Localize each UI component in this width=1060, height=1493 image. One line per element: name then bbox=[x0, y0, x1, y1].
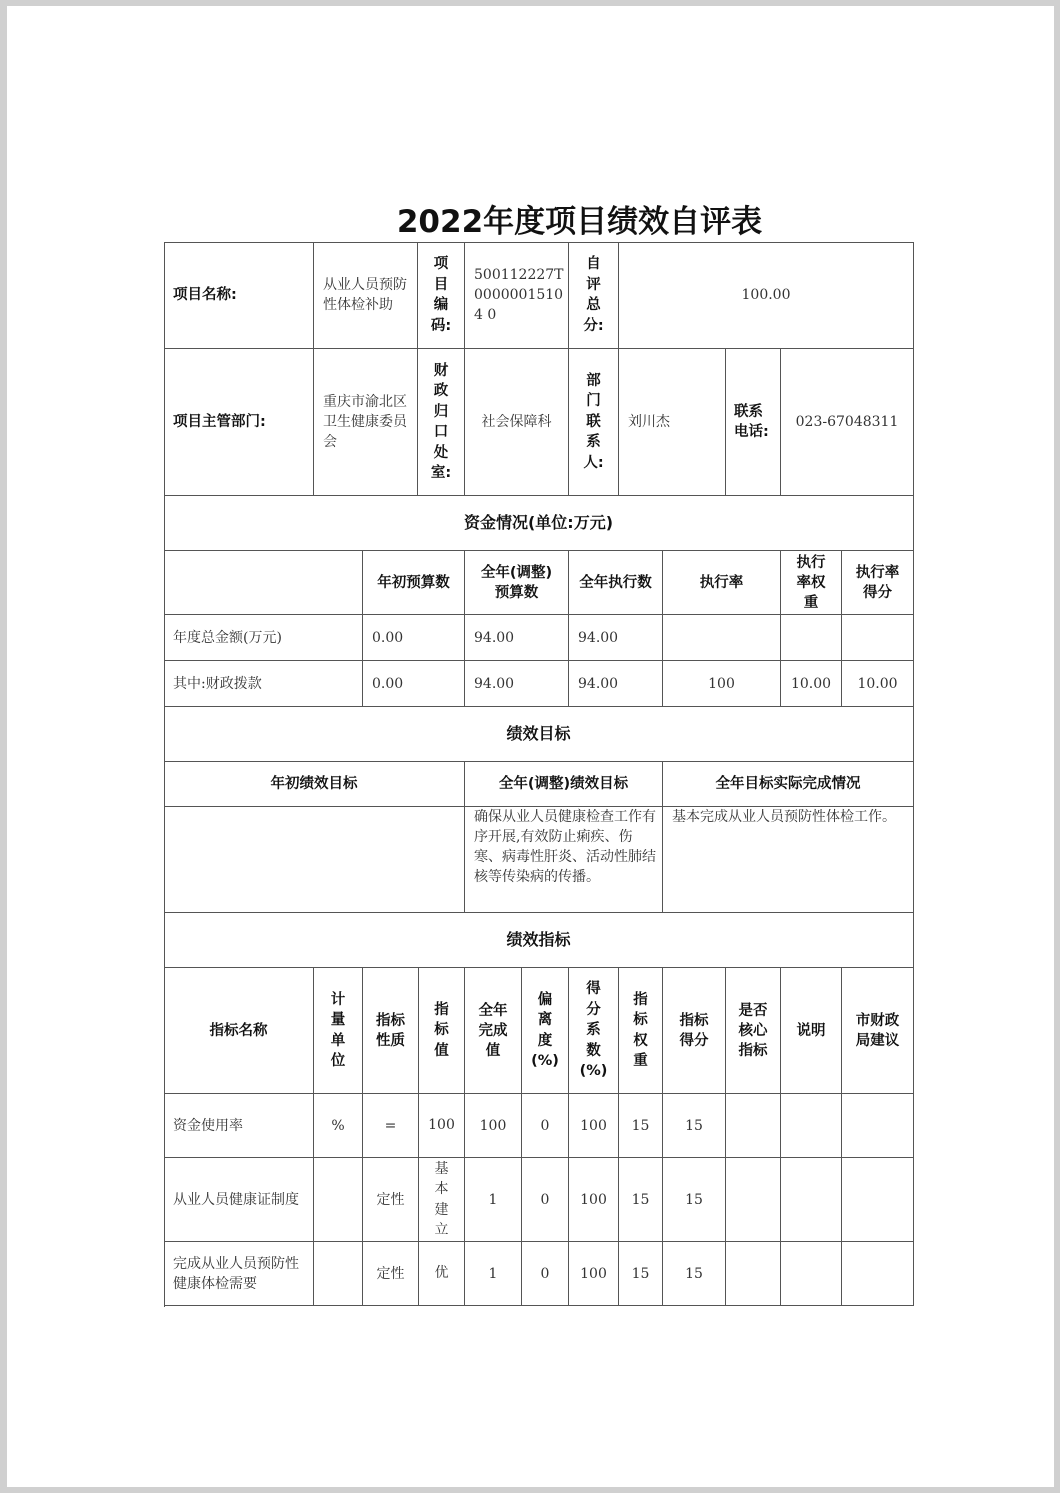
goals-heading: 绩效目标 bbox=[164, 707, 914, 762]
indicator-name-cell: 资金使用率 bbox=[164, 1094, 314, 1158]
indicator-coef-cell: 100 bbox=[569, 1158, 619, 1242]
ind-col-weight: 指标权重 bbox=[619, 968, 663, 1094]
funds-cell: 10.00 bbox=[781, 661, 842, 707]
funds-cell: 100 bbox=[663, 661, 781, 707]
funds-cell: 94.00 bbox=[465, 661, 569, 707]
funds-col-initial: 年初预算数 bbox=[363, 551, 465, 615]
contact: 刘川杰 bbox=[619, 349, 726, 496]
funds-corner bbox=[164, 551, 363, 615]
funds-cell: 94.00 bbox=[465, 615, 569, 661]
indicator-dev-cell: 0 bbox=[522, 1158, 569, 1242]
funds-row-label: 年度总金额(万元) bbox=[164, 615, 363, 661]
indicator-core-cell bbox=[726, 1094, 781, 1158]
indicator-dev-cell: 0 bbox=[522, 1094, 569, 1158]
ind-col-value: 指标值 bbox=[419, 968, 465, 1094]
ind-col-done: 全年完成值 bbox=[465, 968, 522, 1094]
project-code-label: 项目编码: bbox=[418, 242, 465, 349]
self-score: 100.00 bbox=[619, 242, 914, 349]
indicator-done-cell: 100 bbox=[465, 1094, 522, 1158]
ind-col-unit: 计量单位 bbox=[314, 968, 363, 1094]
indicator-value-cell: 100 bbox=[419, 1094, 465, 1158]
project-code: 500112227T00000015104 0 bbox=[465, 242, 569, 349]
funds-cell: 0.00 bbox=[363, 615, 465, 661]
indicator-coef-cell: 100 bbox=[569, 1094, 619, 1158]
indicator-unit-cell: % bbox=[314, 1094, 363, 1158]
indicator-dev-cell: 0 bbox=[522, 1242, 569, 1306]
funds-cell bbox=[663, 615, 781, 661]
indicator-nature-cell: 定性 bbox=[363, 1242, 419, 1306]
funds-col-weight: 执行率权重 bbox=[781, 551, 842, 615]
contact-label: 部门联系人: bbox=[569, 349, 619, 496]
ind-col-advice: 市财政局建议 bbox=[842, 968, 914, 1094]
self-score-label: 自评总分: bbox=[569, 242, 619, 349]
ind-col-deviation: 偏离度(%) bbox=[522, 968, 569, 1094]
indicator-weight-cell: 15 bbox=[619, 1094, 663, 1158]
indicator-advice-cell bbox=[842, 1094, 914, 1158]
indicator-nature-cell: 定性 bbox=[363, 1158, 419, 1242]
project-name-label: 项目名称: bbox=[164, 242, 314, 349]
finance-office: 社会保障科 bbox=[465, 349, 569, 496]
funds-col-adjusted: 全年(调整)预算数 bbox=[465, 551, 569, 615]
goals-col-actual: 全年目标实际完成情况 bbox=[663, 762, 914, 807]
indicator-score-cell: 15 bbox=[663, 1158, 726, 1242]
ind-col-note: 说明 bbox=[781, 968, 842, 1094]
funds-heading: 资金情况(单位:万元) bbox=[164, 496, 914, 551]
goals-actual: 基本完成从业人员预防性体检工作。 bbox=[663, 807, 914, 913]
indicator-advice-cell bbox=[842, 1242, 914, 1306]
indicator-coef-cell: 100 bbox=[569, 1242, 619, 1306]
goals-adjusted: 确保从业人员健康检查工作有序开展,有效防止痢疾、伤寒、病毒性肝炎、活动性肺结核等传染病的传播。 bbox=[465, 807, 663, 913]
dept-label: 项目主管部门: bbox=[164, 349, 314, 496]
evaluation-table bbox=[164, 242, 914, 1307]
indicator-name-cell: 从业人员健康证制度 bbox=[164, 1158, 314, 1242]
indicator-weight-cell: 15 bbox=[619, 1242, 663, 1306]
indicator-done-cell: 1 bbox=[465, 1242, 522, 1306]
indicator-core-cell bbox=[726, 1158, 781, 1242]
goals-col-adjusted: 全年(调整)绩效目标 bbox=[465, 762, 663, 807]
funds-cell: 0.00 bbox=[363, 661, 465, 707]
ind-col-nature: 指标性质 bbox=[363, 968, 419, 1094]
indicator-name-cell: 完成从业人员预防性健康体检需要 bbox=[164, 1242, 314, 1306]
indicators-heading: 绩效指标 bbox=[164, 913, 914, 968]
indicator-weight-cell: 15 bbox=[619, 1158, 663, 1242]
indicator-note-cell bbox=[781, 1158, 842, 1242]
indicator-done-cell: 1 bbox=[465, 1158, 522, 1242]
indicator-unit-cell bbox=[314, 1158, 363, 1242]
page-title: 2022年度项目绩效自评表 bbox=[396, 204, 763, 240]
funds-row-label: 其中:财政拨款 bbox=[164, 661, 363, 707]
funds-cell: 10.00 bbox=[842, 661, 914, 707]
funds-cell: 94.00 bbox=[569, 661, 663, 707]
funds-col-rate: 执行率 bbox=[663, 551, 781, 615]
indicator-value-cell: 优 bbox=[419, 1242, 465, 1306]
ind-col-core: 是否核心指标 bbox=[726, 968, 781, 1094]
indicator-note-cell bbox=[781, 1094, 842, 1158]
funds-col-score: 执行率得分 bbox=[842, 551, 914, 615]
phone: 023-67048311 bbox=[781, 349, 914, 496]
finance-office-label: 财政归口处室: bbox=[418, 349, 465, 496]
dept: 重庆市渝北区卫生健康委员会 bbox=[314, 349, 418, 496]
indicator-value-cell: 基本建立 bbox=[419, 1158, 465, 1242]
indicator-advice-cell bbox=[842, 1158, 914, 1242]
ind-col-name: 指标名称 bbox=[164, 968, 314, 1094]
funds-col-executed: 全年执行数 bbox=[569, 551, 663, 615]
indicator-nature-cell: = bbox=[363, 1094, 419, 1158]
indicator-score-cell: 15 bbox=[663, 1094, 726, 1158]
goals-initial bbox=[164, 807, 465, 913]
goals-col-initial: 年初绩效目标 bbox=[164, 762, 465, 807]
phone-label: 联系电话: bbox=[726, 349, 781, 496]
funds-cell: 94.00 bbox=[569, 615, 663, 661]
indicator-unit-cell bbox=[314, 1242, 363, 1306]
funds-cell bbox=[781, 615, 842, 661]
project-name: 从业人员预防性体检补助 bbox=[314, 242, 418, 349]
funds-cell bbox=[842, 615, 914, 661]
indicator-score-cell: 15 bbox=[663, 1242, 726, 1306]
indicator-note-cell bbox=[781, 1242, 842, 1306]
ind-col-score: 指标得分 bbox=[663, 968, 726, 1094]
indicator-core-cell bbox=[726, 1242, 781, 1306]
ind-col-coef: 得分系数(%) bbox=[569, 968, 619, 1094]
